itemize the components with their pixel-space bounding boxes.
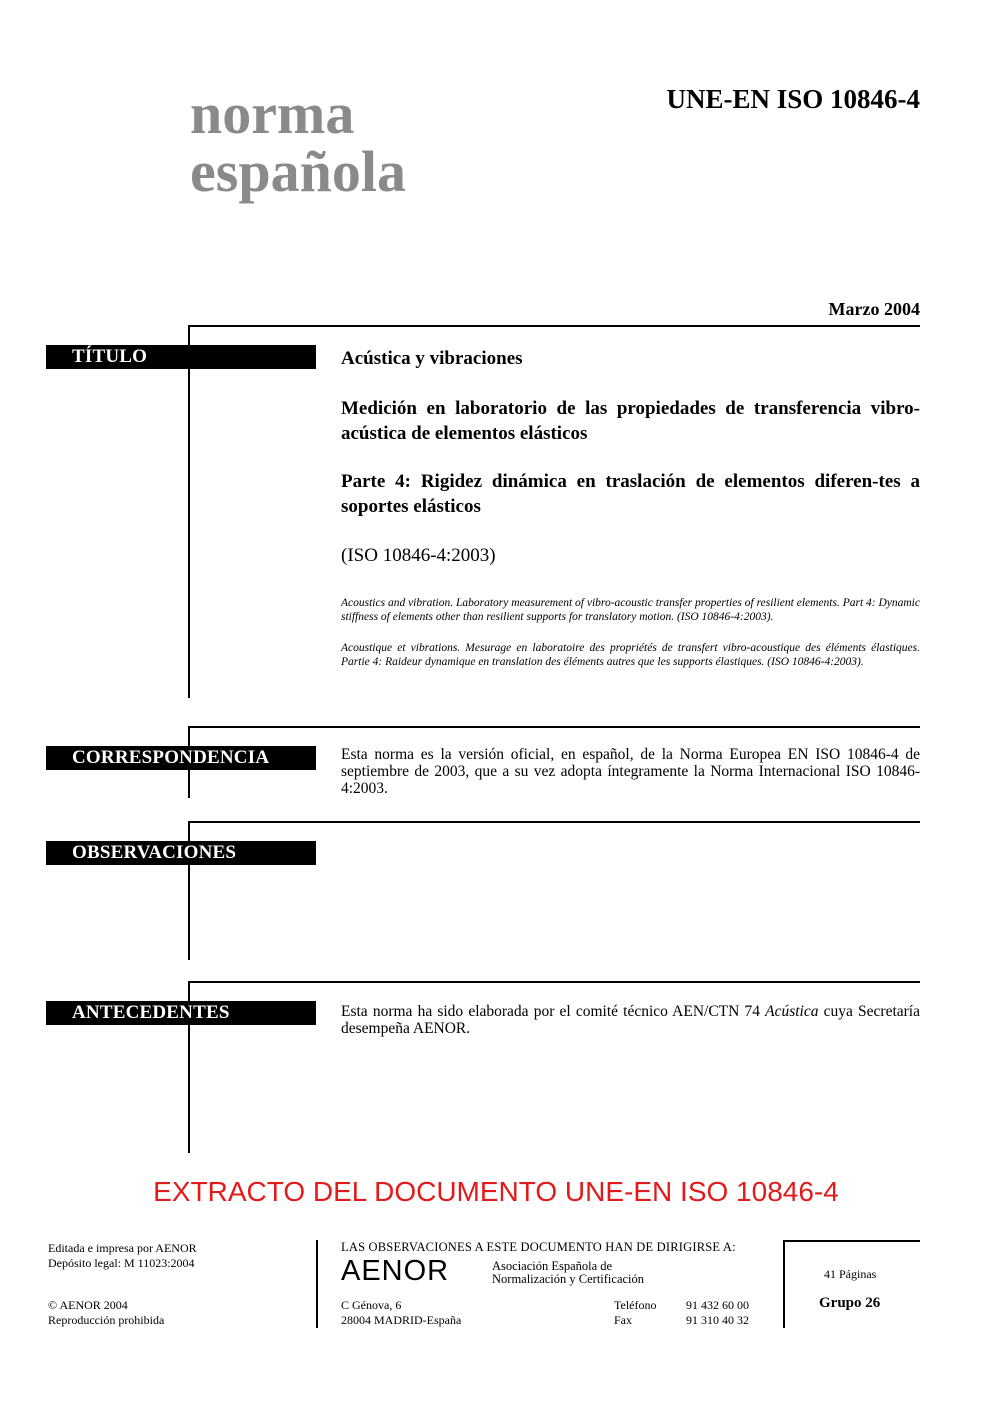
divider-titulo [188,325,920,327]
title-heading-3: Parte 4: Rigidez dinámica en traslación de elementos diferen-tes a soportes elásticos [341,471,920,517]
title-heading-2: Medición en laboratorio de las propiedades de transferencia vibro-acústica de elementos elásticos [341,398,920,444]
org-name-line-2: Normalización y Certificación [492,1272,645,1286]
footer-publisher: Editada e impresa por AENOR [48,1241,197,1255]
price-group: Grupo 26 [819,1295,881,1311]
address-line-2: 28004 MADRID-España [341,1313,462,1327]
org-name-line-1: Asociación Española de [492,1259,613,1273]
iso-reference: (ISO 10846-4:2003) [341,545,496,566]
divider-correspondencia [188,726,920,728]
section-label-correspondencia: CORRESPONDENCIA [46,746,316,770]
phone-label: Teléfono [614,1298,657,1312]
section-label-observaciones: OBSERVACIONES [46,841,316,865]
title-heading-1: Acústica y vibraciones [341,348,523,369]
correspondencia-text: Esta norma es la versión oficial, en español, de la Norma Europea EN ISO 10846-4 de septiembre de 2003, que a su vez adopta íntegramente la Norma Internacional ISO 10846-4:2003. [341,746,920,797]
antecedentes-text-end: cuya Secretaría desempeña AENOR. [341,1003,920,1037]
publication-date: Marzo 2004 [828,299,920,319]
fax-label: Fax [614,1313,632,1327]
footer-reproduction: Reproducción prohibida [48,1313,165,1327]
antecedentes-text-start: Esta norma ha sido elaborada por el comité técnico AEN/CTN 74 [341,1003,766,1020]
committee-name: Acústica [765,1003,819,1020]
divider-observaciones [188,821,920,823]
footer-copyright: © AENOR 2004 [48,1298,128,1312]
extract-watermark: EXTRACTO DEL DOCUMENTO UNE-EN ISO 10846-4 [153,1176,839,1207]
divider-antecedentes [188,981,920,983]
antecedentes-text [341,1003,920,1037]
brand-line-2: española [190,139,406,204]
section-label-titulo: TÍTULO [46,345,316,369]
page-count: 41 Páginas [824,1267,877,1281]
footer-separator-left [316,1240,318,1328]
footer-legal-deposit: Depósito legal: M 11023:2004 [48,1256,195,1270]
aenor-logo: AENOR [341,1255,450,1287]
section-label-antecedentes: ANTECEDENTES [46,1001,316,1025]
brand-line-1: norma [190,81,355,146]
footer-box-top [783,1240,920,1242]
french-title: Acoustique et vibrations. Mesurage en laboratoire des propriétés de transfert vibro-acoustique des éléments élastiques. Partie 4: Raideur dynamique en translation des éléments autres que les supports élastiques. (ISO 10846-4:2003). [341,642,920,668]
footer-notice: LAS OBSERVACIONES A ESTE DOCUMENTO HAN DE DIRIGIRSE A: [341,1240,736,1254]
fax-value: 91 310 40 32 [686,1313,749,1327]
vertical-rule-titulo [188,325,190,698]
footer-separator-right [783,1240,785,1328]
phone-value: 91 432 60 00 [686,1298,749,1312]
english-title: Acoustics and vibration. Laboratory measurement of vibro-acoustic transfer properties of resilient elements. Part 4: Dynamic stiffness of elements other than resilient supports for translatory motion. (ISO 10846-4:2003). [341,597,920,623]
address-line-1: C Génova, 6 [341,1298,402,1312]
standard-code: UNE-EN ISO 10846-4 [666,84,920,114]
